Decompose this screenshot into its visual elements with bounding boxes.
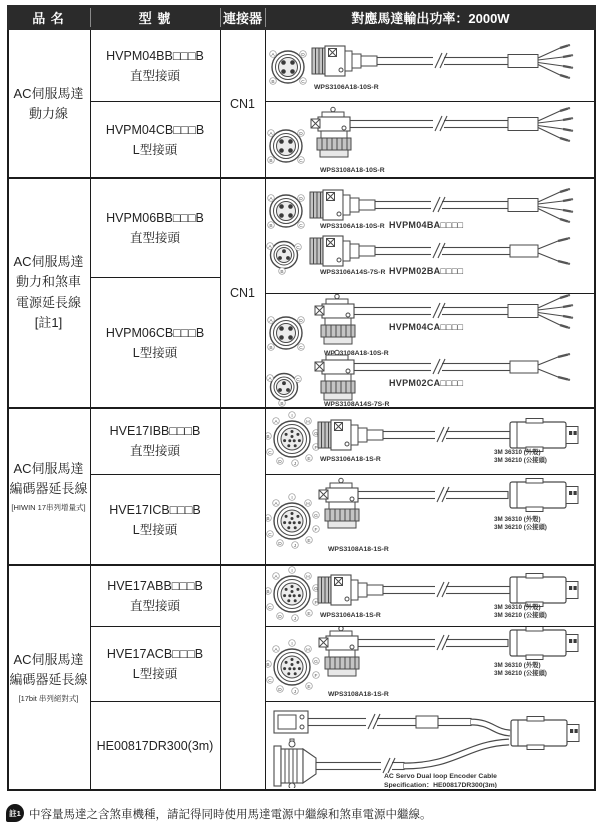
wire-ends-icon	[508, 294, 573, 329]
wire-ends-icon	[510, 237, 570, 265]
cable	[358, 492, 508, 499]
svg-text:C: C	[296, 245, 300, 251]
model-number: HVE17ICB□□□B	[109, 502, 201, 517]
svg-text:B: B	[280, 269, 284, 275]
svg-text:I: I	[291, 568, 293, 574]
svg-text:C: C	[299, 223, 303, 229]
connector-face-icon	[266, 567, 319, 622]
3m-connector-icon	[510, 627, 578, 660]
cable-diagram-power-L	[266, 102, 595, 177]
straight-connector-icon	[310, 236, 375, 266]
svg-text:A: A	[271, 52, 275, 58]
end-connector-label: 3M 36210 (公接頭)	[494, 457, 547, 464]
connector-part-label: WPS3106A18-10S-R	[320, 223, 385, 230]
cable-diagram-encoder-straight	[266, 409, 595, 473]
diagram-cell	[266, 294, 595, 407]
connector-face-icon	[266, 412, 319, 467]
model-cell	[91, 627, 219, 701]
svg-text:C: C	[268, 678, 272, 684]
connector-type-label: L型接頭	[132, 345, 178, 360]
model-number: HVPM06BB□□□B	[106, 210, 204, 225]
product-name-cell	[8, 31, 89, 177]
straight-connector-icon	[318, 420, 383, 450]
svg-text:F: F	[314, 527, 318, 533]
cable-diagram-power-brake-straight	[266, 179, 595, 292]
product-subtitle: [17bit 串列絕對式]	[18, 693, 79, 703]
connector-part-label: WPS3106A18-10S-R	[314, 84, 379, 91]
product-line: 電源延長線	[15, 294, 81, 310]
cable-diagram-encoder-L	[266, 627, 595, 700]
model-number: HVPM04BB□□□B	[106, 49, 204, 63]
svg-text:F: F	[314, 445, 318, 451]
connector-part-label: WPS3108A18-1S-R	[328, 546, 389, 553]
cable	[350, 121, 508, 128]
model-cell	[91, 31, 219, 101]
model-number: HVE17ACB□□□B	[106, 647, 204, 661]
3m-connector-icon	[511, 717, 579, 750]
rect-connector-icon	[274, 711, 308, 733]
svg-text:A: A	[274, 501, 278, 507]
svg-text:A: A	[269, 318, 273, 324]
svg-text:D: D	[299, 131, 303, 137]
end-connector-label: 3M 36210 (公接頭)	[494, 524, 547, 531]
wire-ends-icon	[508, 188, 573, 223]
svg-text:H: H	[306, 574, 310, 580]
straight-connector-icon	[312, 46, 377, 76]
svg-text:G: G	[314, 513, 318, 519]
model-number: HVPM06CB□□□B	[105, 325, 205, 340]
svg-text:J: J	[293, 616, 297, 622]
product-line: 動力線	[28, 106, 68, 121]
model-cell	[91, 475, 219, 564]
product-line: AC伺服馬達	[13, 460, 84, 476]
svg-text:I: I	[291, 641, 293, 647]
svg-text:E: E	[307, 456, 311, 462]
svg-text:F: F	[314, 600, 318, 606]
product-name-cell	[8, 408, 89, 564]
cable	[438, 719, 471, 726]
svg-text:B: B	[266, 589, 270, 595]
footnote-text: 中容量馬達之含煞車機種，請記得同時使用馬達電源中繼線和煞車電源中繼線。	[29, 809, 432, 821]
cable-spec-label: Specification：HE00817DR300(3m)	[384, 782, 497, 788]
connector-id: CN1	[229, 97, 255, 111]
cable-diagram-dual-loop	[266, 702, 595, 788]
svg-text:B: B	[280, 401, 284, 407]
svg-text:E: E	[307, 611, 311, 617]
straight-connector-icon	[318, 575, 383, 605]
svg-text:C: C	[268, 450, 272, 456]
3m-connector-icon	[510, 574, 578, 607]
header-product: 品 名	[32, 11, 65, 26]
svg-text:H: H	[306, 647, 310, 653]
svg-text:A: A	[274, 574, 278, 580]
3m-connector-icon	[510, 479, 578, 512]
diagram-cell	[266, 31, 595, 101]
3m-connector-icon	[510, 419, 578, 452]
svg-text:C: C	[296, 377, 300, 383]
svg-text:D: D	[299, 318, 303, 324]
svg-text:G: G	[314, 586, 318, 592]
diagram-cell	[266, 627, 595, 700]
end-connector-label: 3M 36310 (外殼)	[494, 662, 541, 669]
svg-text:C: C	[268, 605, 272, 611]
model-cell	[91, 702, 219, 789]
model-cell	[91, 565, 219, 626]
L-connector-icon	[319, 478, 359, 528]
model-cell	[91, 408, 219, 474]
cable	[308, 719, 416, 726]
svg-text:C: C	[268, 532, 272, 538]
connector-part-label: WPS3106A18-1S-R	[320, 612, 381, 619]
model-number: HVE17ABB□□□B	[107, 578, 203, 593]
svg-text:G: G	[314, 659, 318, 665]
connector-type-label: 直型接頭	[129, 69, 180, 83]
product-line: 編碼器延長線	[9, 480, 88, 496]
end-connector-label: 3M 36310 (外殼)	[494, 604, 541, 611]
cable-diagram-encoder-L	[266, 475, 595, 563]
end-connector-label: 3M 36210 (公接頭)	[494, 612, 547, 619]
connector-part-label: WPS3106A14S-7S-R	[320, 269, 386, 276]
connector-type-label: L型接頭	[132, 142, 178, 157]
end-connector-label: 3M 36210 (公接頭)	[494, 670, 547, 677]
connector-part-label: WPS3108A18-10S-R	[324, 350, 389, 357]
connector-face-icon	[267, 242, 302, 275]
product-line: AC伺服馬達	[13, 651, 84, 667]
L-connector-icon	[311, 107, 351, 157]
diagram-cell	[266, 566, 595, 625]
svg-text:C: C	[301, 79, 305, 85]
svg-text:C: C	[299, 158, 303, 164]
svg-text:B: B	[271, 79, 275, 85]
cable-diagram-power-straight	[266, 31, 595, 101]
diagram-cell	[266, 475, 595, 563]
connector-face-icon	[267, 374, 302, 407]
svg-text:E: E	[307, 538, 311, 544]
product-line: 編碼器延長線	[9, 671, 88, 687]
connector-type-label: L型接頭	[132, 667, 178, 681]
wire-ends-icon	[510, 353, 570, 381]
svg-text:F: F	[314, 673, 318, 679]
connector-face-icon	[268, 195, 305, 229]
diagram-cell	[266, 702, 595, 788]
cable-diagram-encoder-straight	[266, 566, 595, 625]
cable-title-label: AC Servo Dual loop Encoder Cable	[384, 773, 497, 780]
svg-text:A: A	[274, 647, 278, 653]
product-line: [註1]	[34, 314, 63, 330]
svg-text:G: G	[314, 431, 318, 437]
model-cell	[91, 178, 219, 277]
svg-text:D: D	[301, 52, 305, 58]
svg-text:J: J	[293, 543, 297, 549]
svg-text:B: B	[269, 223, 273, 229]
connector-face-icon	[270, 51, 307, 85]
connector-part-label: WPS3108A14S-7S-R	[324, 401, 390, 407]
connector-cell	[221, 178, 264, 407]
connector-part-label: WPS3108A18-10S-R	[320, 167, 385, 174]
svg-text:J: J	[293, 461, 297, 467]
connector-cell	[221, 31, 264, 177]
product-line: AC伺服馬達	[13, 85, 84, 101]
connector-type-label: 直型接頭	[129, 230, 180, 245]
header-connector: 連接器	[222, 11, 262, 26]
header-model: 型 號	[138, 11, 172, 26]
svg-text:E: E	[307, 684, 311, 690]
straight-connector-icon	[310, 190, 375, 220]
product-name-cell	[8, 565, 89, 789]
model-number: HVE17IBB□□□B	[109, 424, 201, 438]
model-number: HVPM04CB□□□B	[105, 122, 205, 137]
model-cell	[91, 278, 219, 407]
diagram-cell	[266, 102, 595, 177]
svg-text:B: B	[266, 662, 270, 668]
svg-text:B: B	[269, 158, 273, 164]
svg-text:B: B	[269, 345, 273, 351]
svg-text:C: C	[299, 345, 303, 351]
product-subtitle: [HIWIN 17串列增量式]	[11, 502, 86, 512]
svg-text:A: A	[268, 244, 272, 250]
svg-text:B: B	[266, 516, 270, 522]
cable-model-label: HVPM04CA□□□□	[389, 322, 464, 332]
product-line: AC伺服馬達	[13, 254, 84, 270]
connector-type-label: 直型接頭	[129, 444, 180, 458]
connector-type-label: L型接頭	[132, 522, 178, 537]
svg-text:H: H	[306, 501, 310, 507]
cable-diagram-power-brake-L	[266, 294, 595, 407]
svg-text:I: I	[291, 495, 293, 501]
product-name-cell	[8, 178, 89, 407]
connector-id: CN1	[229, 285, 255, 300]
header-power: 對應馬達輸出功率：2000W	[351, 11, 510, 26]
svg-text:D: D	[278, 687, 282, 693]
svg-text:I: I	[291, 413, 293, 419]
svg-text:D: D	[278, 614, 282, 620]
end-connector-label: 3M 36310 (外殼)	[494, 516, 541, 523]
end-connector-label: 3M 36310 (外殼)	[494, 449, 541, 456]
connector-part-label: WPS3106A18-1S-R	[320, 456, 381, 463]
diagram-cell	[266, 179, 595, 292]
wire-ends-icon	[508, 44, 573, 79]
wire-ends-icon	[508, 107, 573, 142]
cable-model-label: HVPM02BA□□□□	[389, 266, 464, 276]
footnote-badge: 註1	[6, 804, 24, 822]
connector-face-icon	[268, 130, 305, 164]
svg-text:D: D	[278, 541, 282, 547]
cable-model-label: HVPM02CA□□□□	[389, 378, 464, 388]
svg-text:J: J	[293, 689, 297, 695]
product-line: 動力和煞車	[15, 274, 81, 290]
grid-line	[7, 789, 596, 791]
model-number: HE00817DR300(3m)	[96, 738, 214, 753]
diagram-cell	[266, 409, 595, 473]
svg-text:A: A	[269, 131, 273, 137]
L-connector-icon	[315, 294, 355, 344]
model-cell	[91, 102, 219, 177]
d-sub-connector-icon	[274, 739, 316, 788]
svg-text:B: B	[266, 434, 270, 440]
shrink-tube	[416, 716, 438, 728]
cable-model-label: HVPM04BA□□□□	[389, 220, 464, 230]
connector-part-label: WPS3108A18-1S-R	[328, 691, 389, 698]
svg-text:D: D	[278, 459, 282, 465]
svg-text:A: A	[268, 376, 272, 382]
cable	[358, 640, 508, 647]
L-connector-icon	[319, 627, 359, 676]
svg-text:D: D	[299, 196, 303, 202]
connector-type-label: 直型接頭	[129, 598, 180, 613]
connector-face-icon	[266, 494, 319, 549]
connector-face-icon	[268, 317, 305, 351]
L-connector-icon	[315, 350, 355, 400]
svg-text:H: H	[306, 419, 310, 425]
svg-text:A: A	[274, 419, 278, 425]
svg-text:A: A	[269, 196, 273, 202]
connector-face-icon	[266, 640, 319, 695]
